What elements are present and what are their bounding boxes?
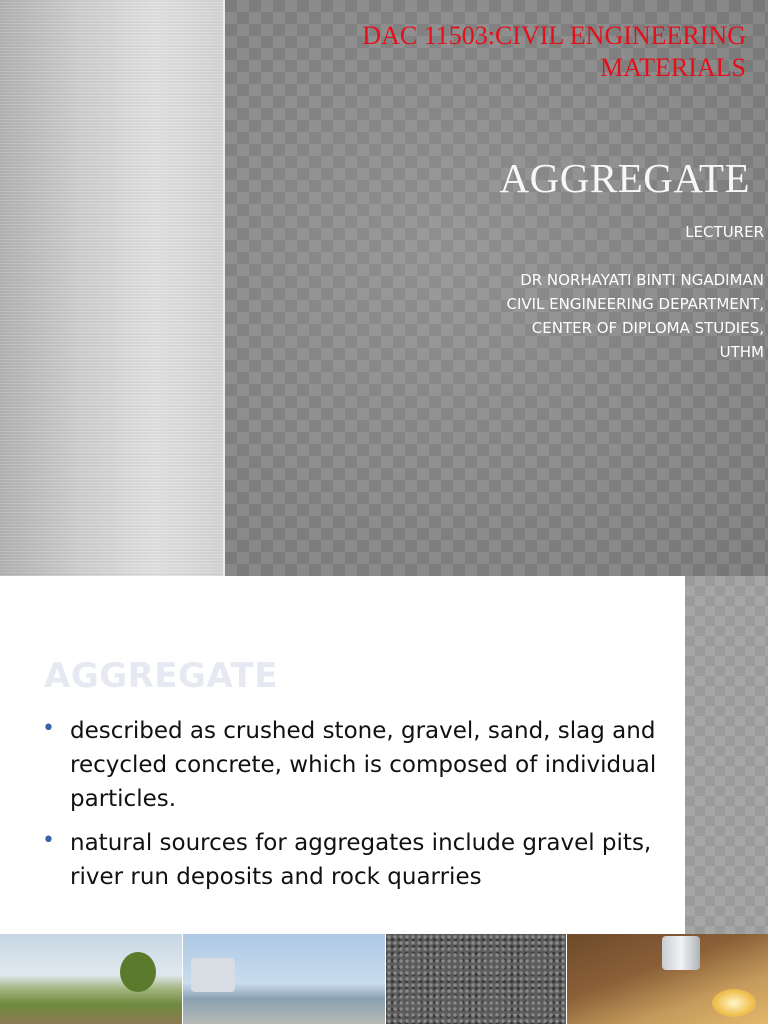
- bullet-text: natural sources for aggregates include gravel pits, river run deposits and rock quarries: [70, 830, 652, 890]
- tree-shape: [120, 952, 156, 992]
- lecturer-block: [244, 220, 764, 364]
- light-glow: [712, 989, 756, 1017]
- content-slide-heading: AGGREGATE: [44, 656, 279, 696]
- lecturer-name: DR NORHAYATI BINTI NGADIMAN: [520, 271, 764, 289]
- road-photo: [183, 934, 385, 1024]
- vehicle-shape: [191, 958, 235, 992]
- lecturer-label: LECTURER: [685, 223, 764, 241]
- container-shape: [662, 936, 700, 970]
- title-slide-left-panel: [0, 0, 223, 576]
- slide-title: AGGREGATE: [499, 155, 750, 201]
- gravel-photo: [386, 934, 566, 1024]
- lecturer-department: CIVIL ENGINEERING DEPARTMENT,: [506, 295, 764, 313]
- lecturer-center: CENTER OF DIPLOMA STUDIES,: [531, 319, 764, 337]
- course-title: DAC 11503:CIVIL ENGINEERING MATERIALS: [362, 21, 746, 82]
- bullet-item: [40, 714, 660, 816]
- bullet-icon: •: [42, 828, 55, 853]
- lecturer-university: UTHM: [719, 343, 764, 361]
- title-slide-right-panel: [225, 0, 768, 576]
- content-slide: [0, 576, 768, 1024]
- bullet-list: [40, 714, 660, 904]
- bullet-item: [40, 826, 660, 894]
- landscape-photo: [0, 934, 182, 1024]
- lab-photo: [567, 934, 768, 1024]
- bullet-icon: •: [42, 716, 55, 741]
- content-slide-side-strip: [685, 576, 768, 934]
- photo-strip: [0, 934, 768, 1024]
- bullet-text: described as crushed stone, gravel, sand, slag and recycled concrete, which is composed of individual particles.: [70, 718, 657, 812]
